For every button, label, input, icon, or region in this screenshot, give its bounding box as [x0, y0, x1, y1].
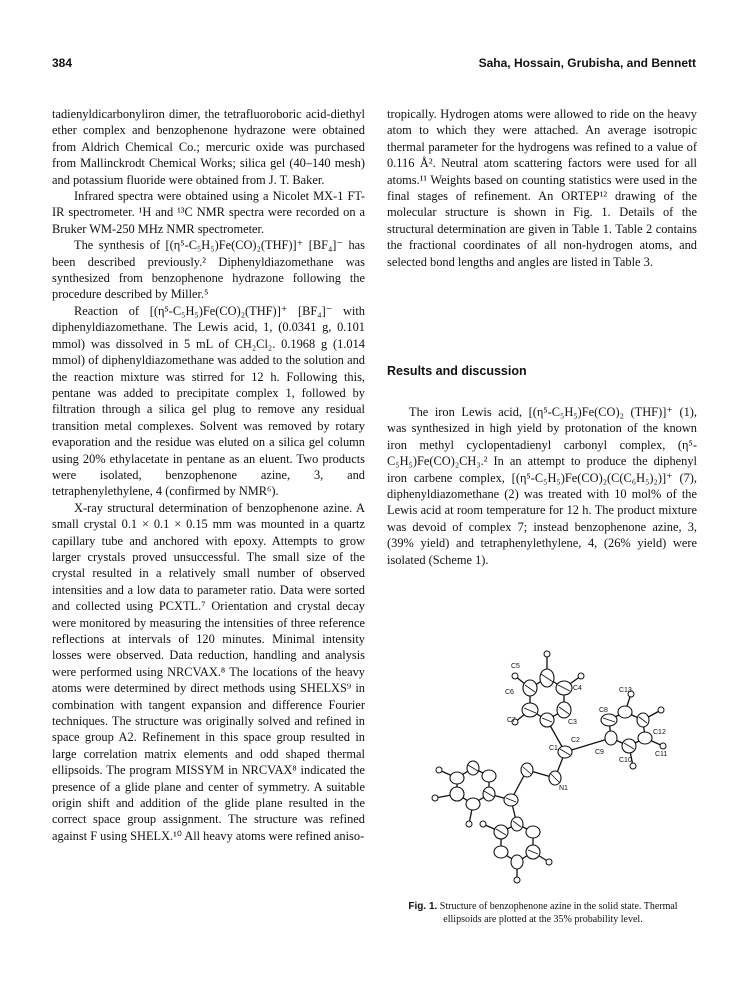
page-number: 384 — [52, 56, 73, 70]
atom-label-n1: N1 — [559, 785, 568, 792]
paragraph-materials: tadienyldicarbonyliron dimer, the tetrafluoroboric acid-diethyl ether complex and benzophenone hydrazone were obtained from Aldrich Chemical Co.; mercuric oxide was purchased from Mallinckrodt Chemical Works; silica gel (40–140 mesh) and potassium fluoride were obtained from J. T. Baker. — [52, 107, 365, 187]
paragraph-refinement: tropically. Hydrogen atoms were allowed to ride on the heavy atom to which they were attached. An average isotropic thermal parameter for the hydrogens was refined to a value of 0.116 Å². Neutral atom scattering factors were used for all atoms.¹¹ Weights based on counting statistics were used in the final stages of refinement. An ORTEP¹² drawing of the molecular structure is shown in Fig. 1. Details of the structural determination are given in Table 1. Table 2 contains the fractional coordinates of all non-hydrogen atoms, and selected bond lengths and angles are listed in Table 3. — [387, 107, 697, 269]
atom-label-c13: C13 — [619, 687, 632, 694]
atom-label-c11: C11 — [655, 751, 668, 758]
left-column — [52, 106, 365, 844]
paragraph-spectroscopy: Infrared spectra were obtained using a Nicolet MX-1 FT-IR spectrometer. ¹H and ¹³C NMR spectra were recorded on a Bruker WM-250 MHz NMR spectrometer. — [52, 189, 365, 236]
atom-label-c3: C3 — [568, 719, 577, 726]
atom-label-c4: C4 — [573, 685, 582, 692]
atom-label-c7: C7 — [507, 717, 516, 724]
running-authors: Saha, Hossain, Grubisha, and Bennett — [478, 56, 696, 70]
figure-caption-text: Structure of benzophenone azine in the solid state. Thermal ellipsoids are plotted at the 35% probability level. — [439, 901, 678, 925]
atom-label-c2: C2 — [571, 737, 580, 744]
atom-label-c10: C10 — [619, 757, 632, 764]
atom-label-c12: C12 — [653, 729, 666, 736]
right-column-discussion — [387, 404, 697, 568]
figure-caption — [392, 900, 694, 926]
atom-label-c8: C8 — [599, 707, 608, 714]
paragraph-synthesis: The synthesis of [(η⁵-C₅H₅)Fe(CO)₂(THF)]⁺ [BF₄]⁻ has been described previously.² Diphenyldiazomethane was synthesized from benzophenone hydrazone following the procedure described by Miller.⁵ — [52, 238, 365, 302]
section-heading: Results and discussion — [387, 364, 527, 378]
running-header — [52, 56, 696, 72]
atom-label-c5: C5 — [511, 663, 520, 670]
atom-label-c6: C6 — [505, 689, 514, 696]
paragraph-reaction: Reaction of [(η⁵-C₅H₅)Fe(CO)₂(THF)]⁺ [BF₄]⁻ with diphenyldiazomethane. The Lewis acid, 1, (0.0341 g, 0.101 mmol) was dissolved in 5 mL of CH₂Cl₂. 0.1968 g (1.014 mmol) of diphenyldiazomethane was added to the solution and the reaction mixture was stirred for 12 h. Following this, pentane was added to precipitate complex 1, followed by filtration through a silica gel plug to remove any residual transition metal complexes. Solvent was removed by rotary evaporation and the residue was eluted on a silica gel column using 20% ethylacetate in pentane as an eluent. Two products were isolated, benzophenone azine, 3, and tetraphenylethylene, 4 (confirmed by NMR⁶). — [52, 303, 365, 499]
right-column-top — [387, 106, 697, 270]
atom-label-c9: C9 — [595, 749, 604, 756]
ortep-figure — [387, 628, 699, 890]
paragraph-xray: X-ray structural determination of benzophenone azine. A small crystal 0.1 × 0.1 × 0.15 mm was mounted in a quartz capillary tube and anchored with epoxy. Attempts to grow larger crystals proved unsuccessful. The small size of the crystal resulted in a relatively small number of observed intensities and a low data to parameter ratio. Data were sorted and collected using PCXTL.⁷ Orientation and crystal decay were monitored by measuring the intensities of three reference reflections at intervals of 120 minutes. Minimal intensity losses were observed. Data reduction, handling and analysis were performed using NRCVAX.⁸ The locations of the heavy atoms were determined by direct methods using SHELXS⁹ in combination with tangent expansion and difference Fourier techniques. The structure was originally solved and refined in space group A2. Refinement in this space group resulted in large correlation matrix elements and odd shaped thermal ellipsoids. The program MISSYM in NRCVAX⁸ indicated the presence of a glide plane and center of symmetry. A suitable origin shift and addition of the glide plane resulted in the correct space group assignment. The structure was refined against F using SHELX.¹⁰ All heavy atoms were refined aniso- — [52, 500, 365, 843]
paragraph-discussion: The iron Lewis acid, [(η⁵-C₅H₅)Fe(CO)₂ (THF)]⁺ (1), was synthesized in high yield by protonation of the known iron methyl cyclopentadienyl carbonyl complex, (η⁵-C₅H₅)Fe(CO)₂CH₃.² In an attempt to produce the diphenyl iron carbene complex, [(η⁵-C₅H₅)Fe(CO)₂(C(C₆H₅)₂)]⁺ (7), diphenyldiazomethane (2) was treated with 10 mol% of the Lewis acid at room temperature for 12 h. The product mixture was devoid of complex 7; instead benzophenone azine, 3, (39% yield) and tetraphenylethylene, 4, (26% yield) were isolated (Scheme 1). — [387, 405, 697, 567]
figure-label: Fig. 1. — [408, 901, 438, 912]
atom-label-c1: C1 — [549, 745, 558, 752]
ortep-drawing — [387, 628, 699, 890]
